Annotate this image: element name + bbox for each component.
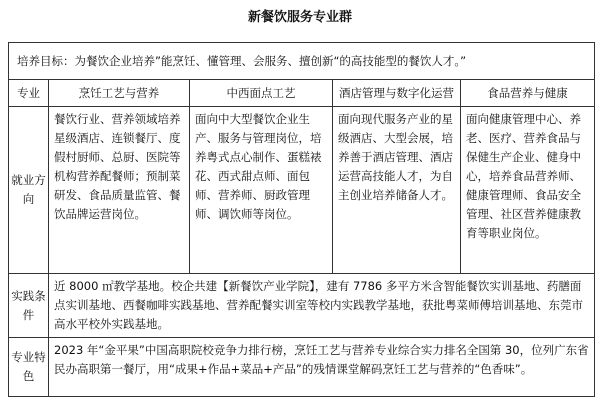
practice-label: 实践条件: [9, 274, 49, 338]
practice-row: [9, 274, 595, 338]
page-title: 新餐饮服务专业群: [247, 10, 352, 25]
training-goal: 培养目标：为餐饮企业培养”能烹饪、懂管理、会服务、擅创新“的高技能型的餐饮人才。”: [9, 43, 595, 80]
header-major-pastry: 中西面点工艺: [190, 80, 333, 107]
practice-text: 近 8000 ㎡教学基地。校企共建【新餐饮产业学院】，建有 7786 多平方米含智能餐饮实训基地、药膳面点实训基地、西餐咖啡实践基地、营养配餐实训室等校内实践教学基地，获批粤菜师傅培训基地、东莞市高水平校外实践基地。: [49, 274, 595, 338]
header-major-hotel: 酒店管理与数字化运营: [333, 80, 461, 107]
employment-pastry: 面向中大型餐饮企业生产、服务与管理岗位，培养粤式点心制作、蛋糕裱花、西式甜点师、面包师、营养师、厨政管理师、调饮师等岗位。: [190, 107, 333, 274]
header-label-major: 专业: [9, 80, 49, 107]
header-major-nutrition: 食品营养与健康: [461, 80, 595, 107]
employment-cooking: 餐饮行业、营养领域培养星级酒店、连锁餐厅、度假村厨师、总厨、医院等机构营养配餐师；预制菜研发、食品质量监管、餐饮品牌运营岗位。: [49, 107, 190, 274]
header-major-cooking: 烹饪工艺与营养: [49, 80, 190, 107]
employment-label: 就业方向: [9, 107, 49, 274]
employment-row: [9, 107, 595, 274]
goal-row: [9, 43, 595, 80]
employment-nutrition: 面向健康管理中心、养老、医疗、营养食品与保健生产企业、健身中心，培养食品营养师、健康管理师、食品安全管理、社区营养健康教育等职业岗位。: [461, 107, 595, 274]
header-row: [9, 80, 595, 107]
program-table: [8, 42, 595, 397]
employment-hotel: 面向现代服务产业的星级酒店、大型会展，培养善于酒店管理、酒店运营高技能人才，为自主创业培养储备人才。: [333, 107, 461, 274]
feature-text: 2023 年“金平果”中国高职院校竞争力排行榜，烹饪工艺与营养专业综合实力排名全国第 30，位列广东省民办高职第一餐厅，用“成果+作品+菜品+产品”的残情课堂解码烹饪工艺与营养的“色香味”。: [49, 338, 595, 397]
feature-row: [9, 338, 595, 397]
feature-label: 专业特色: [9, 338, 49, 397]
